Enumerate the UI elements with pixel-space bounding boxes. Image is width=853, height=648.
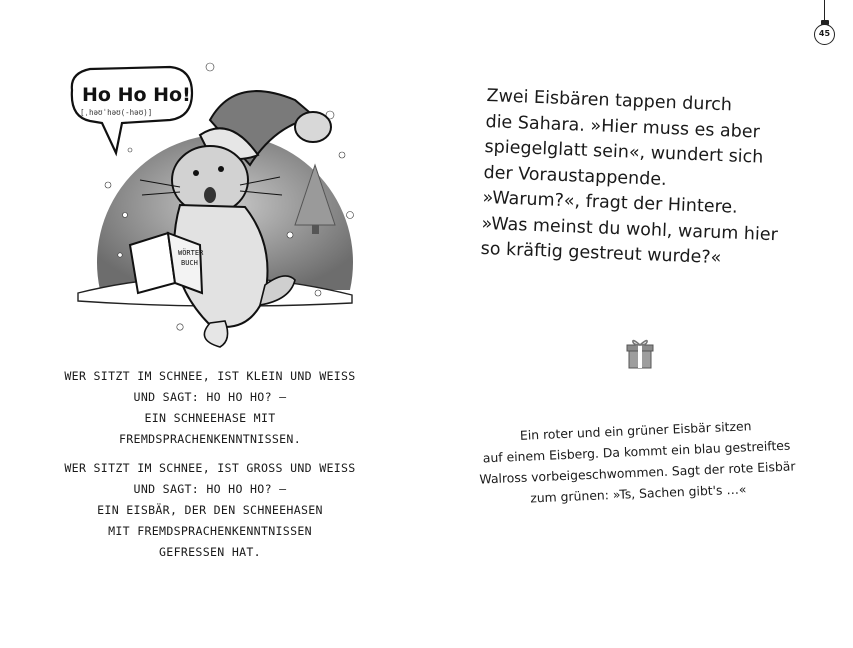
book-title-2: BUCH <box>181 259 198 267</box>
joke-line: Zwei Eisbären tappen durch <box>486 85 733 116</box>
speech-title: Ho Ho Ho! <box>82 84 191 106</box>
joke-line: UND SAGT: HO HO HO? – <box>133 390 287 404</box>
joke-line: EIN SCHNEEHASE MIT <box>144 411 276 425</box>
joke-snow-hare <box>60 366 360 450</box>
joke-line: WER SITZT IM SCHNEE, IST KLEIN UND WEISS <box>64 369 356 383</box>
joke-line: die Sahara. »Hier muss es aber <box>485 111 761 142</box>
right-page <box>427 0 853 648</box>
joke-polar-bear <box>60 458 360 563</box>
joke-line: der Voraustappende. <box>483 162 668 190</box>
walrus-joke <box>470 413 803 511</box>
book-title-1: WÖRTER <box>178 249 204 257</box>
joke-line: Ein roter und ein grüner Eisbär sitzen <box>519 418 752 443</box>
joke-line: »Warum?«, fragt der Hintere. <box>482 187 739 218</box>
joke-line: »Was meinst du wohl, warum hier <box>481 213 779 245</box>
snow-hare-illustration <box>60 55 360 355</box>
joke-line: so kräftig gestreut wurde?« <box>480 238 722 269</box>
gift-icon <box>626 336 654 370</box>
joke-line: MIT FREMDSPRACHENKENNTNISSEN <box>108 524 312 538</box>
joke-line: Walross vorbeigeschwommen. Sagt der rote Eisbär <box>479 458 796 487</box>
joke-line: auf einem Eisberg. Da kommt ein blau gestreiftes <box>482 437 791 466</box>
joke-line: WER SITZT IM SCHNEE, IST GROSS UND WEISS <box>64 461 356 475</box>
sahara-joke <box>480 84 799 274</box>
page-number: 45 <box>814 24 835 45</box>
joke-line: UND SAGT: HO HO HO? – <box>133 482 287 496</box>
joke-line: spiegelglatt sein«, wundert sich <box>484 136 764 168</box>
left-page <box>0 0 426 648</box>
joke-line: zum grünen: »Ts, Sachen gibt's …« <box>529 481 747 506</box>
joke-line: GEFRESSEN HAT. <box>159 545 261 559</box>
joke-line: EIN EISBÄR, DER DEN SCHNEEHASEN <box>97 503 323 517</box>
page-number-ornament <box>813 0 837 50</box>
joke-line: FREMDSPRACHENKENNTNISSEN. <box>118 432 301 446</box>
phonetic-text: [ˌhəʊˈhəʊ(-həʊ)] <box>80 108 153 117</box>
